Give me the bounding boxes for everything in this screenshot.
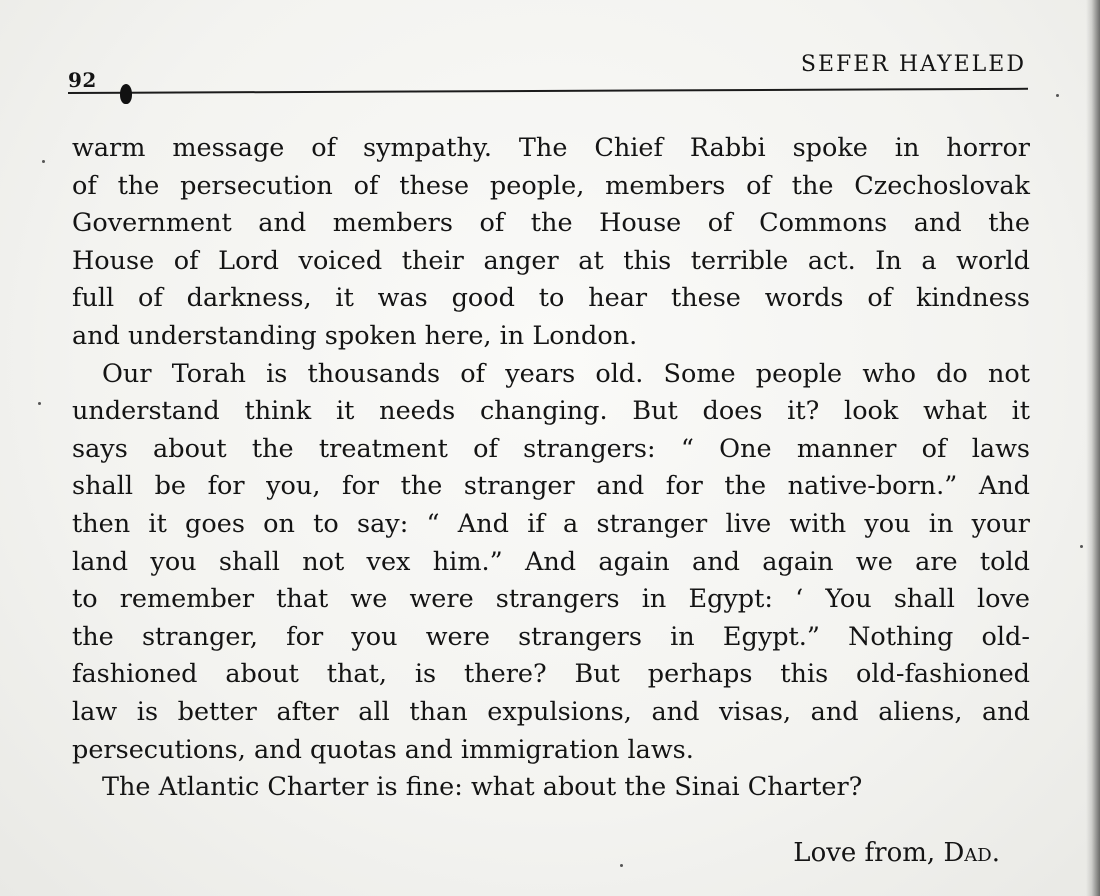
text-line: then it goes on to say: “ And if a stranger live with you in your bbox=[72, 508, 1030, 539]
text-line: and understanding spoken here, in London. bbox=[72, 320, 638, 351]
body-text bbox=[72, 130, 1030, 807]
scan-speck bbox=[1080, 545, 1083, 548]
scan-speck bbox=[42, 160, 45, 163]
text-line: persecutions, and quotas and immigration laws. bbox=[72, 734, 694, 765]
paragraph-3 bbox=[72, 769, 1030, 807]
text-line: Our Torah is thousands of years old. Some people who do not bbox=[102, 358, 1030, 389]
page-number: 92 bbox=[68, 68, 97, 92]
text-line: understand think it needs changing. But does it? look what it bbox=[72, 396, 1030, 427]
running-head: SEFER HAYELED bbox=[800, 52, 1026, 77]
signoff-name: Dad. bbox=[943, 838, 1000, 868]
ink-blot bbox=[120, 84, 132, 104]
text-line: fashioned about that, is there? But perhaps this old-fashioned bbox=[72, 659, 1030, 690]
scan-speck bbox=[38, 402, 41, 405]
scan-speck bbox=[1056, 94, 1059, 97]
scan-speck bbox=[620, 864, 623, 867]
text-line: Government and members of the House of Commons and the bbox=[72, 208, 1030, 239]
paragraph-1 bbox=[72, 130, 1030, 356]
text-line: warm message of sympathy. The Chief Rabbi spoke in horror bbox=[72, 133, 1030, 163]
signoff-prefix: Love from, bbox=[793, 838, 936, 868]
text-line: law is better after all than expulsions, and visas, and aliens, and bbox=[72, 696, 1030, 727]
signoff bbox=[793, 838, 1000, 868]
text-line: The Atlantic Charter is fine: what about the Sinai Charter? bbox=[102, 772, 863, 803]
text-line: to remember that we were strangers in Egypt: ‘ You shall love bbox=[72, 584, 1030, 615]
text-line: land you shall not vex him.” And again and again we are told bbox=[72, 546, 1030, 577]
paragraph-2 bbox=[72, 356, 1030, 770]
text-line: House of Lord voiced their anger at this terrible act. In a world bbox=[72, 245, 1030, 276]
header-rule bbox=[68, 88, 1028, 94]
text-line: the stranger, for you were strangers in Egypt.” Nothing old- bbox=[72, 621, 1030, 652]
text-line: shall be for you, for the stranger and for the native-born.” And bbox=[72, 471, 1030, 502]
page-edge-shadow bbox=[1086, 0, 1100, 896]
text-line: full of darkness, it was good to hear these words of kindness bbox=[72, 283, 1030, 314]
text-line: of the persecution of these people, members of the Czechoslovak bbox=[72, 170, 1030, 201]
text-line: says about the treatment of strangers: “ One manner of laws bbox=[72, 433, 1030, 464]
